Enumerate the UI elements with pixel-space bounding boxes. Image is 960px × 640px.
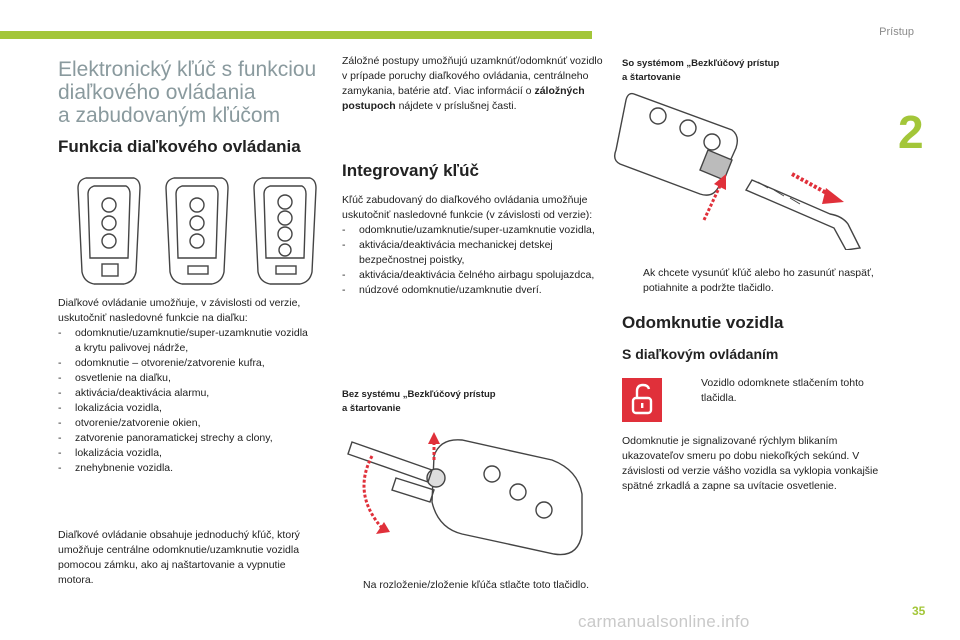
- header-accent-bar: [0, 31, 592, 39]
- list-item: - odomknutie/uzamknutie/super-uzamknutie vozidla,: [342, 223, 604, 238]
- unlocking-heading: Odomknutie vozidla: [622, 313, 784, 332]
- chapter-number: 2: [898, 106, 924, 158]
- integrated-key-list: [342, 223, 604, 298]
- folding-key-figure: [342, 430, 604, 570]
- key-blade: [348, 442, 432, 482]
- remote-functions-text: Diaľkové ovládanie umožňuje, v závislosti od verzie, uskutočniť nasledovné funkcie na diaľku: - odomknutie/uzamknutie/super-uzamknutie vozidla a krytu palivovej nádrže, - odomknutie – otvorenie/zatvorenie kufra, - osvetlenie na diaľku, - aktivácia/deaktivácia alarmu, - lokalizácia vozidla, - otvorenie/zatvorenie okien, - zatvorenie panoramatickej strechy a clony, - lokalizácia vozidla, - znehybnenie vozidla.: [58, 296, 316, 476]
- remote-unlock-subheading: S diaľkovým ovládaním: [622, 346, 779, 362]
- remote-key-2: [166, 178, 228, 284]
- page-number: 35: [912, 604, 926, 618]
- without-keyless-subheading: Bez systému „Bezkľúčový prístup a štartovanie: [342, 389, 496, 414]
- unlock-note: Vozidlo odomknete stlačením tohto tlačidla.: [701, 377, 864, 404]
- watermark: carmanualsonline.info: [578, 612, 750, 631]
- remote-functions-list: [58, 326, 316, 476]
- integrated-key-text: Kľúč zabudovaný do diaľkového ovládania umožňuje uskutočniť nasledovné funkcie (v závislosti od verzie): - odomknutie/uzamknutie/super-uzamknutie vozidla, - aktivácia/deaktivácia mechanickej detskej bezpečnostnej poistky, - aktivácia/deaktivácia čelného airbagu spolujazdca, - núdzové odomknutie/uzamknutie dverí.: [342, 193, 604, 298]
- list-item: - núdzové odomknutie/uzamknutie dverí.: [342, 283, 604, 298]
- simple-key-text: Diaľkové ovládanie obsahuje jednoduchý kľúč, ktorý umožňuje centrálne odomknutie/uzamknutie vozidla pomocou zámku, ako aj naštartovanie a vypnutie motora.: [58, 529, 300, 586]
- remote-key-figures: [56, 172, 318, 290]
- release-button-icon: [700, 150, 732, 180]
- page-title: Elektronický kľúč s funkciou diaľkového ovládania a zabudovaným kľúčom: [58, 58, 317, 127]
- unlock-padlock-icon: [622, 378, 662, 422]
- sliding-key-figure: [612, 90, 882, 250]
- key-blade: [746, 180, 860, 250]
- key-fob-outline: [432, 440, 582, 555]
- list-item: - lokalizácia vozidla,: [58, 446, 316, 461]
- section-label: Prístup: [879, 26, 914, 38]
- remote-control-heading: Funkcia diaľkového ovládania: [58, 137, 301, 156]
- list-item: - otvorenie/zatvorenie okien,: [58, 416, 316, 431]
- backup-procedures-text: Záložné postupy umožňujú uzamknúť/odomknúť vozidlo v prípade poruchy diaľkového ovládania, centrálneho zamykania, batérie atď. Viac informácií o záložných postupoch nájdete v príslušnej časti.: [342, 55, 603, 112]
- list-item: - aktivácia/deaktivácia alarmu,: [58, 386, 316, 401]
- list-item: - aktivácia/deaktivácia mechanickej detskej bezpečnostnej poistky,: [342, 238, 604, 268]
- list-item: - osvetlenie na diaľku,: [58, 371, 316, 386]
- list-item: - znehybnenie vozidla.: [58, 461, 316, 476]
- with-keyless-subheading: So systémom „Bezkľúčový prístup a štartovanie: [622, 58, 780, 83]
- list-item: - zatvorenie panoramatickej strechy a clony,: [58, 431, 316, 446]
- unlock-button-illustration: [622, 378, 662, 422]
- list-item: - lokalizácia vozidla,: [58, 401, 316, 416]
- slide-key-note: Ak chcete vysunúť kľúč alebo ho zasunúť naspäť, potiahnite a podržte tlačidlo.: [643, 267, 874, 294]
- integrated-key-heading: Integrovaný kľúč: [342, 161, 479, 180]
- remote-key-3: [254, 178, 316, 284]
- remote-key-1: [78, 178, 140, 284]
- list-item: - odomknutie – otvorenie/zatvorenie kufra,: [58, 356, 316, 371]
- unlock-signal-text: Odomknutie je signalizované rýchlym blikaním ukazovateľov smeru po dobu niekoľkých sekúnd. V závislosti od verzie vášho vozidla sa vyklopia vonkajšie spätné zrkadlá a zapne sa uvítacie osvetlenie.: [622, 435, 879, 492]
- press-arrow-icon: [704, 186, 720, 220]
- list-item: - aktivácia/deaktivácia čelného airbagu spolujazdca,: [342, 268, 604, 283]
- fold-key-note: Na rozloženie/zloženie kľúča stlačte toto tlačidlo.: [363, 579, 590, 591]
- rotate-arrow-icon: [364, 456, 382, 528]
- list-item: - odomknutie/uzamknutie/super-uzamknutie vozidla a krytu palivovej nádrže,: [58, 326, 316, 356]
